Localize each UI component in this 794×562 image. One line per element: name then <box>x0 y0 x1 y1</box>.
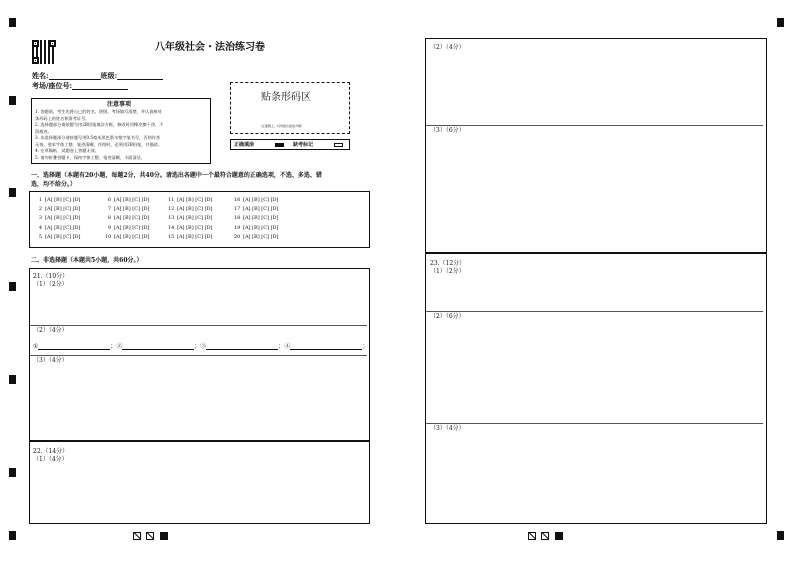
seat-field: 考场/座位号: <box>32 82 128 90</box>
bottom-slash-mark <box>541 532 549 540</box>
choice-grid <box>29 191 370 248</box>
blank-2[interactable] <box>122 343 194 350</box>
q21-divider <box>30 355 367 356</box>
blank-1[interactable] <box>38 343 110 350</box>
section1-title-cont: 选，均不给分。） <box>31 181 77 188</box>
q21-part3-label: （3）（4分） <box>33 357 68 364</box>
absent-mark-box[interactable] <box>334 143 343 147</box>
choice-options[interactable]: [A] [B] [C] [D] <box>243 215 279 222</box>
choice-number: 19 <box>234 224 241 231</box>
correct-fill-sample <box>275 143 284 147</box>
timing-mark <box>9 375 16 384</box>
choice-item[interactable] <box>168 225 213 231</box>
choice-number: 15 <box>168 233 175 240</box>
correct-fill-label: 正确填涂 <box>234 142 255 148</box>
notice-line: 条形码上的姓名和准考证号。 <box>35 115 90 121</box>
choice-item[interactable] <box>105 234 150 240</box>
bottom-slash-mark <box>528 532 536 540</box>
notice-line: 留痕迹。 <box>35 128 52 134</box>
timing-mark <box>9 282 16 291</box>
q22-divider <box>426 125 763 126</box>
q23-part1-label: （1）（2分） <box>430 268 465 275</box>
choice-item[interactable] <box>168 197 213 203</box>
choice-item[interactable] <box>234 225 279 231</box>
choice-item[interactable] <box>36 234 81 240</box>
barcode-title: 贴条形码区 <box>261 92 311 103</box>
choice-item[interactable] <box>168 215 213 221</box>
choice-item[interactable] <box>105 225 150 231</box>
timing-mark <box>9 531 16 540</box>
choice-number: 3 <box>38 215 42 222</box>
choice-options[interactable]: [A] [B] [C] [D] <box>114 197 150 203</box>
q21-answer-box[interactable] <box>29 268 370 441</box>
choice-number: 8 <box>107 215 111 222</box>
choice-item[interactable] <box>105 206 150 212</box>
bottom-slash-mark <box>146 532 154 540</box>
choice-item[interactable] <box>234 234 279 240</box>
fill-legend <box>230 139 350 150</box>
choice-number: 12 <box>168 206 175 213</box>
q23-divider <box>426 311 763 312</box>
q22-label: 22.（14分） <box>33 448 69 455</box>
q22-part1-label: （1）（4分） <box>33 456 68 463</box>
choice-options[interactable]: [A] [B] [C] [D] <box>114 233 150 240</box>
notice-line: 5. 请勿折叠答题卡，保持字体工整、笔迹清晰、卡面清洁。 <box>35 154 146 160</box>
choice-item[interactable] <box>234 197 279 203</box>
q22-continuation-box[interactable] <box>425 38 767 253</box>
choice-item[interactable] <box>105 215 150 221</box>
name-field: 姓名: 班级: <box>32 72 163 80</box>
choice-options[interactable]: [A] [B] [C] [D] <box>243 233 279 240</box>
choice-item[interactable] <box>36 197 81 203</box>
notice-box <box>31 98 211 164</box>
q21-part2-label: （2）（4分） <box>33 327 68 334</box>
choice-number: 2 <box>38 206 42 213</box>
q23-answer-box[interactable] <box>425 253 767 524</box>
timing-mark <box>777 18 784 27</box>
choice-options[interactable]: [A] [B] [C] [D] <box>243 206 279 213</box>
choice-options[interactable]: [A] [B] [C] [D] <box>114 215 150 222</box>
choice-number: 11 <box>168 197 175 203</box>
section2-title: 二、非选择题（本题共5小题，共60分。） <box>31 257 143 264</box>
choice-options[interactable]: [A] [B] [C] [D] <box>114 224 150 231</box>
q23-label: 23.（12分） <box>430 260 466 267</box>
choice-options[interactable]: [A] [B] [C] [D] <box>177 215 213 222</box>
choice-item[interactable] <box>168 234 213 240</box>
choice-number: 20 <box>234 233 241 240</box>
choice-options[interactable]: [A] [B] [C] [D] <box>45 206 81 213</box>
section1-title: 一、选择题（本题有20小题，每题2分，共40分。请选出各题中一个最符合题意的正确选项，不选、多选、错 <box>31 172 322 179</box>
choice-number: 7 <box>107 206 111 213</box>
q21-blanks: ① ；② ；③ ；④ ； <box>33 343 369 350</box>
q22-part3-label: （3）（6分） <box>430 127 465 134</box>
choice-number: 16 <box>234 197 241 203</box>
q23-divider <box>426 423 763 424</box>
choice-number: 17 <box>234 206 241 213</box>
barcode-area <box>230 82 350 134</box>
choice-options[interactable]: [A] [B] [C] [D] <box>45 215 81 222</box>
choice-number: 13 <box>168 215 175 222</box>
choice-item[interactable] <box>105 197 150 203</box>
q23-part2-label: （2）（6分） <box>430 313 465 320</box>
timing-mark <box>9 96 16 105</box>
choice-options[interactable]: [A] [B] [C] [D] <box>177 206 213 213</box>
choice-item[interactable] <box>234 206 279 212</box>
notice-lines <box>35 109 209 161</box>
timing-mark <box>9 18 16 27</box>
barcode-note: （正面朝上，切勿贴出虚线方框） <box>259 124 305 128</box>
choice-number: 18 <box>234 215 241 222</box>
qr-code <box>32 40 56 64</box>
choice-item[interactable] <box>36 206 81 212</box>
choice-options[interactable]: [A] [B] [C] [D] <box>45 224 81 231</box>
choice-item[interactable] <box>36 215 81 221</box>
choice-options[interactable]: [A] [B] [C] [D] <box>114 206 150 213</box>
blank-4[interactable] <box>290 343 362 350</box>
choice-options[interactable]: [A] [B] [C] [D] <box>177 197 213 203</box>
notice-line: 4. 在草稿纸、试题卷上答题无效。 <box>35 148 99 153</box>
notice-line: 3. 非选择题部分请按题号用0.5毫米黑色墨水签字笔书写，否则作答 <box>35 135 161 140</box>
bottom-slash-mark <box>133 532 141 540</box>
q21-label: 21.（10分） <box>33 273 69 280</box>
q22-part2-label: （2）（4分） <box>430 44 465 51</box>
choice-options[interactable]: [A] [B] [C] [D] <box>45 233 81 240</box>
choice-number: 10 <box>105 233 112 240</box>
q21-divider <box>30 325 367 326</box>
choice-options[interactable]: [A] [B] [C] [D] <box>243 224 279 231</box>
choice-item[interactable] <box>168 206 213 212</box>
choice-number: 6 <box>107 197 111 203</box>
absent-mark-label: 缺考标记 <box>293 142 314 148</box>
choice-options[interactable]: [A] [B] [C] [D] <box>45 197 81 203</box>
choice-options[interactable]: [A] [B] [C] [D] <box>177 233 213 240</box>
timing-mark <box>9 468 16 477</box>
bottom-solid-mark <box>555 532 563 540</box>
choice-number: 1 <box>38 197 42 203</box>
choice-number: 9 <box>107 224 111 231</box>
bottom-solid-mark <box>160 532 168 540</box>
q23-part3-label: （3）（4分） <box>430 425 465 432</box>
q22-answer-box[interactable] <box>29 441 370 524</box>
notice-line: 2. 选择题部分请按题号用2B铅笔填涂方框，修改时用橡皮擦干净，不 <box>35 122 164 127</box>
choice-number: 5 <box>38 233 42 240</box>
choice-options[interactable]: [A] [B] [C] [D] <box>177 224 213 231</box>
blank-3[interactable] <box>206 343 278 350</box>
notice-line: 1. 答题前，考生先将自己的姓名、班级、考场填写清楚，并认真核对 <box>35 109 162 114</box>
choice-number: 4 <box>38 224 42 231</box>
notice-title: 注意事项 <box>107 101 132 108</box>
page-title: 八年级社会・法治练习卷 <box>155 42 265 53</box>
choice-item[interactable] <box>36 225 81 231</box>
timing-mark <box>9 188 16 197</box>
q21-part1-label: （1）（2分） <box>33 281 68 288</box>
choice-item[interactable] <box>234 215 279 221</box>
notice-line: 无效。要求字体工整、笔迹清晰。作图时，必须用2B铅笔，并描浓。 <box>35 141 163 147</box>
timing-mark <box>777 531 784 540</box>
choice-options[interactable]: [A] [B] [C] [D] <box>243 197 279 203</box>
choice-number: 14 <box>168 224 175 231</box>
